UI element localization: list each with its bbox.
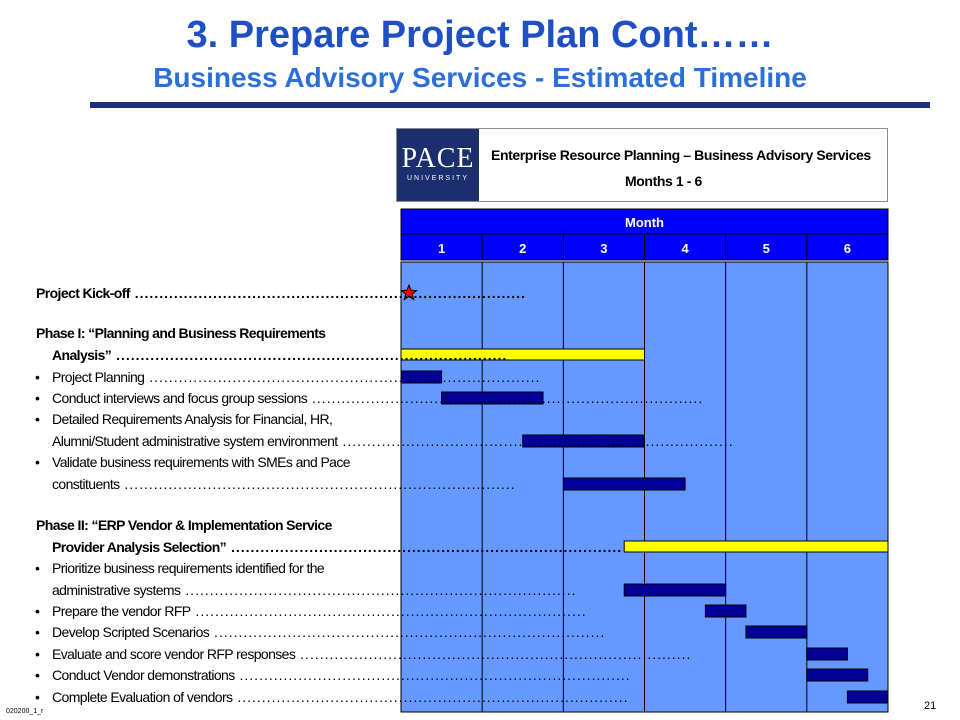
month-number-2: 2 [519, 241, 527, 256]
task-bar [847, 691, 888, 703]
page-number: 21 [924, 700, 937, 712]
task-label: Analysis” ................................................................................ [52, 347, 508, 363]
task-label: • Project Planning ................................................................................ [52, 368, 398, 386]
month-number-1: 1 [437, 241, 446, 256]
document-code: 020200_1_r [6, 708, 44, 715]
task-label: • Validate business requirements with SMEs and Pace [52, 453, 398, 471]
logo-sub-text: UNIVERSITY [406, 175, 469, 182]
task-label: • Prioritize business requirements identified for the [52, 559, 398, 577]
task-label: Phase I: “Planning and Business Requirements [36, 325, 326, 341]
logo-main-text: PACE [401, 143, 475, 174]
leader-dots: ................................................................................ [180, 582, 577, 598]
task-bar [807, 648, 848, 660]
task-label: Phase II: “ERP Vendor & Implementation Service [36, 517, 332, 533]
leader-dots: ................................................................................ [307, 390, 704, 406]
leader-dots: ................................................................................ [234, 667, 631, 683]
leader-dots: ................................................................................ [226, 539, 623, 555]
leader-dots: ................................................................................ [129, 285, 526, 301]
task-label: • Prepare the vendor RFP ................................................................................ [52, 602, 398, 620]
task-bar [705, 605, 746, 617]
task-bar [807, 669, 868, 681]
leader-dots: ................................................................................ [119, 476, 516, 492]
slide-title: 3. Prepare Project Plan Cont…… [186, 14, 774, 56]
slide-subtitle: Business Advisory Services - Estimated Timeline [153, 62, 807, 93]
task-label: • Complete Evaluation of vendors ................................................................................ [52, 688, 398, 706]
task-label: administrative systems ................................................................................ [52, 582, 577, 598]
leader-dots: ................................................................................ [337, 433, 734, 449]
month-number-4: 4 [681, 241, 689, 256]
chart-header-subtitle: Months 1 - 6 [625, 173, 702, 189]
task-bar [563, 478, 685, 490]
task-label: Project Kick-off ................................................................................ [36, 285, 526, 301]
task-label: constituents ................................................................................ [52, 476, 516, 492]
leader-dots: ................................................................................ [295, 646, 692, 662]
chart-header-title: Enterprise Resource Planning – Business Advisory Services [491, 147, 871, 163]
task-label: • Evaluate and score vendor RFP responses ................................................................................ [52, 645, 398, 663]
month-header-label: Month [625, 215, 664, 230]
task-label: • Develop Scripted Scenarios ................................................................................ [52, 623, 398, 641]
leader-dots: ................................................................................ [232, 689, 629, 705]
task-bar [624, 584, 725, 596]
task-label: Provider Analysis Selection” ................................................................................ [52, 539, 623, 555]
task-label: • Detailed Requirements Analysis for Financial, HR, [52, 410, 398, 428]
month-number-3: 3 [600, 241, 608, 256]
task-label: Alumni/Student administrative system environment ................................................................................ [52, 433, 734, 449]
month-number-5: 5 [762, 241, 770, 256]
leader-dots: ................................................................................ [209, 624, 606, 640]
task-label: • Conduct Vendor demonstrations ................................................................................ [52, 666, 398, 684]
leader-dots: ................................................................................ [144, 369, 541, 385]
leader-dots: ................................................................................ [190, 603, 587, 619]
month-number-6: 6 [843, 241, 852, 256]
phase-bar [624, 541, 888, 552]
task-label: • Conduct interviews and focus group sessions ................................................................................ [52, 389, 398, 407]
leader-dots: ................................................................................ [111, 347, 508, 363]
task-bar [746, 626, 807, 638]
